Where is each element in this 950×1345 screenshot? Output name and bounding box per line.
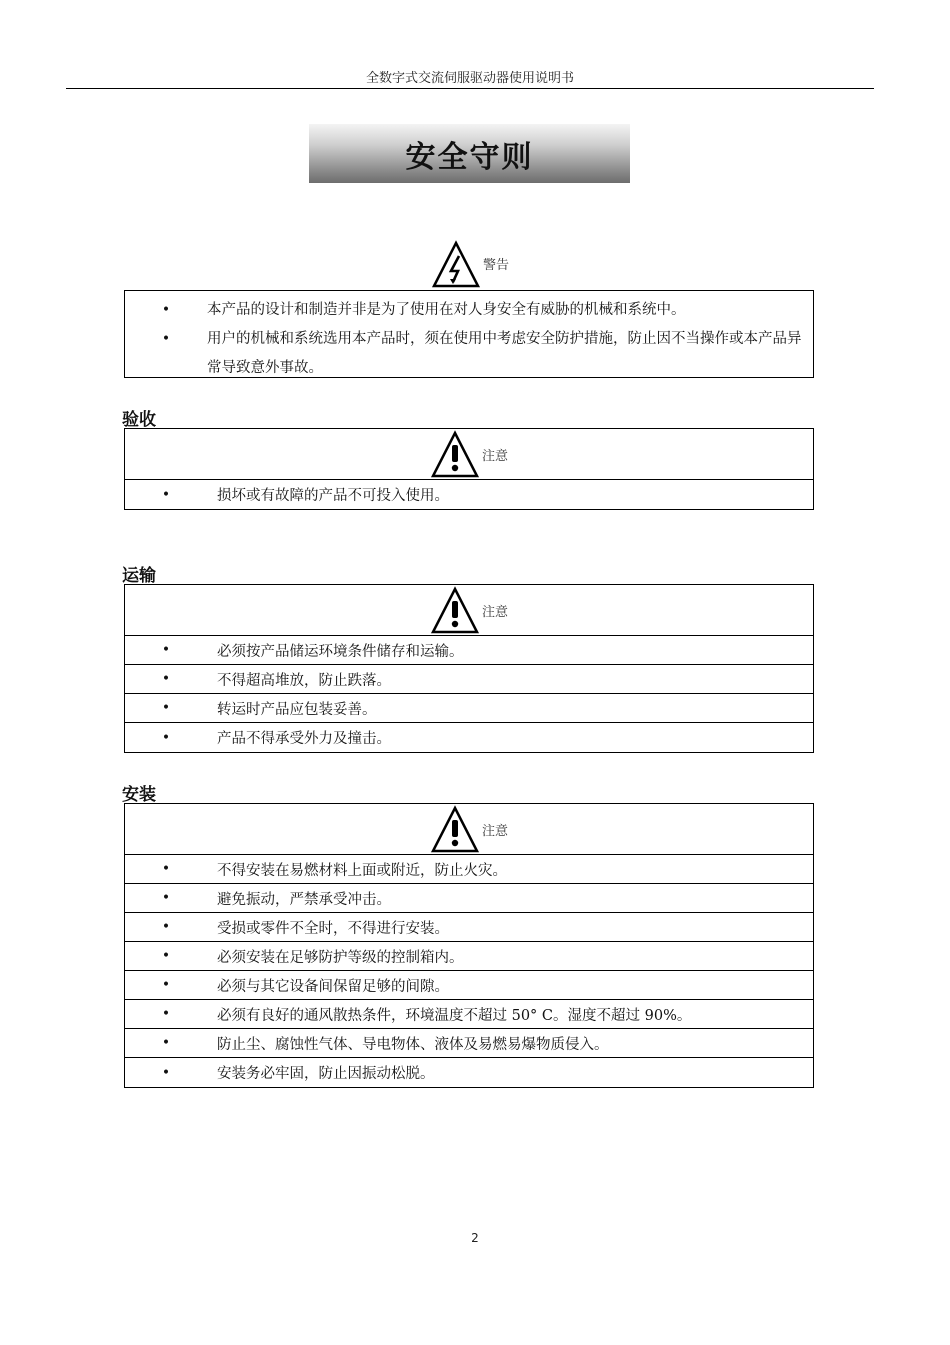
table-row [125,480,813,509]
bullet: • [161,1006,171,1022]
bullet: • [161,729,171,746]
table-row [125,855,813,884]
high-voltage-warning-icon [431,240,481,288]
table-row [125,723,813,752]
acceptance-box [124,428,814,510]
table-row [125,913,813,942]
warning-label: 警告 [482,257,509,273]
table-row [125,1029,813,1058]
installation-box [124,803,814,1088]
row-text: 产品不得承受外力及撞击。 [217,731,391,747]
running-header: 全数字式交流伺服驱动器使用说明书 [365,71,574,86]
notice-header [125,429,813,480]
notice-header [125,585,813,636]
exclamation-caution-icon [430,586,480,634]
notice-label: 注意 [481,823,508,839]
table-row [125,1000,813,1029]
table-row [125,942,813,971]
header-rule [66,88,874,89]
page-title: 安全守则 [405,139,534,175]
bullet: • [161,1035,171,1051]
table-row [125,884,813,913]
warning-icon-row [400,238,540,288]
bullet: • [161,486,171,503]
warning-item-text: 用户的机械和系统选用本产品时，须在使用中考虑安全防护措施，防止因不当操作或本产品异常导致意外事故。 [207,331,802,376]
bullet: • [161,948,171,964]
exclamation-caution-icon [430,430,480,478]
row-text: 必须有良好的通风散热条件，环境温度不超过 50° C。湿度不超过 90%。 [217,1007,692,1024]
row-text: 必须与其它设备间保留足够的间隙。 [217,978,449,995]
title-banner [309,124,630,183]
table-row [125,1058,813,1087]
row-text: 受损或零件不全时，不得进行安装。 [217,920,449,937]
bullet: • [161,1064,171,1081]
notice-header [125,804,813,855]
bullet: • [161,861,171,877]
table-row [125,665,813,694]
bullet: • [161,302,171,318]
warning-item-text: 本产品的设计和制造并非是为了使用在对人身安全有威胁的机械和系统中。 [207,302,686,318]
section-heading-transport: 运输 [122,566,156,586]
row-text: 不得安装在易燃材料上面或附近，防止火灾。 [217,862,507,879]
row-text: 防止尘、腐蚀性气体、导电物体、液体及易燃易爆物质侵入。 [217,1036,609,1053]
list-item [125,325,813,383]
row-text: 不得超高堆放，防止跌落。 [217,672,391,689]
row-text: 必须安装在足够防护等级的控制箱内。 [217,949,464,966]
exclamation-caution-icon [430,805,480,853]
bullet: • [161,331,171,347]
bullet: • [161,890,171,906]
table-row [125,971,813,1000]
notice-label: 注意 [481,448,508,464]
table-row [125,636,813,665]
table-row [125,694,813,723]
warning-box [124,290,814,378]
bullet: • [161,919,171,935]
list-item [125,296,813,325]
bullet: • [161,642,171,658]
row-text: 转运时产品应包装妥善。 [217,701,377,718]
bullet: • [161,671,171,687]
bullet: • [161,977,171,993]
bullet: • [161,700,171,716]
row-text: 必须按产品储运环境条件储存和运输。 [217,643,464,660]
page-number: 2 [471,1231,479,1245]
row-text: 损坏或有故障的产品不可投入使用。 [217,488,449,504]
section-heading-acceptance: 验收 [122,410,156,430]
section-heading-installation: 安装 [122,785,156,805]
notice-label: 注意 [481,604,508,620]
row-text: 安装务必牢固，防止因振动松脱。 [217,1066,435,1082]
row-text: 避免振动，严禁承受冲击。 [217,891,391,908]
transport-box [124,584,814,753]
